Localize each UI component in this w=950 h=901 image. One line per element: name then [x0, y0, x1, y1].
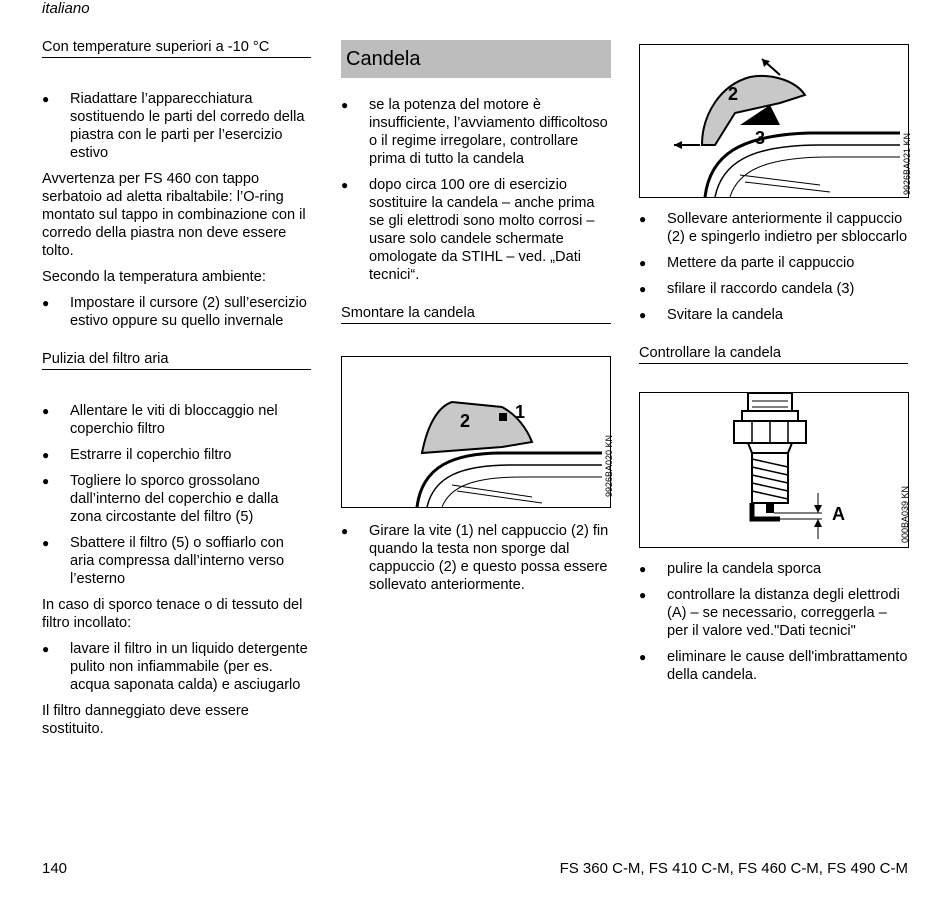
bullet-item: ● Sollevare anteriormente il cappuccio (2) e spingerlo indietro per sbloccarlo: [639, 210, 908, 246]
bullet-item: ● se la potenza del motore è insufficiente, l’avviamento difficoltoso o il regime irregolare, controllare prima di tutto la candela: [341, 96, 611, 168]
section-title-candela: Candela: [341, 40, 611, 78]
figure-remove-plug-cap: [341, 356, 614, 508]
lift-cap-illustration: [640, 45, 908, 197]
bullet-item: ● Impostare il cursore (2) sull’esercizio estivo oppure su quello invernale: [42, 294, 311, 330]
paragraph: In caso di sporco tenace o di tessuto del filtro incollato:: [42, 597, 303, 631]
bullet-item: ● Girare la vite (1) nel cappuccio (2) fin quando la testa non sporge dal cappuccio (2) e questo possa essere sollevato anteriormente.: [341, 522, 611, 594]
bullet-item: ● pulire la candela sporca: [639, 560, 908, 578]
bullet-item: ● controllare la distanza degli elettrodi (A) – se necessario, correggerla – per il valore ved."Dati tecnici": [639, 586, 908, 640]
bullet-item: ● sfilare il raccordo candela (3): [639, 280, 908, 298]
figure-code: 000BA039 KN: [900, 485, 910, 543]
figure-code: 9926BA021 KN: [902, 132, 912, 195]
bullet-item: ● dopo circa 100 ore di esercizio sostituire la candela – anche prima se gli elettrodi sono molto corrosi – usare solo candele schermate omologate da STIHL – ved. „Dati tecnici“.: [341, 176, 611, 284]
section-heading: Pulizia del filtro aria: [42, 350, 311, 370]
column-middle: [341, 38, 614, 602]
bullet-item: ● Togliere lo sporco grossolano dall’interno del coperchio e dalla zona circostante del filtro (5): [42, 472, 311, 526]
figure-label-1: 1: [515, 402, 526, 422]
bullet-item: ● Svitare la candela: [639, 306, 908, 324]
figure-label-3: 3: [755, 128, 766, 148]
bullet-item: ● Sbattere il filtro (5) o soffiarlo con aria compressa dall’interno verso l’esterno: [42, 534, 311, 588]
figure-lift-cap: [639, 44, 912, 198]
paragraph: Avvertenza per FS 460 con tappo serbatoio ad aletta ribaltabile: l’O-ring montato sul tappo in combinazione con il corredo della piastra non deve essere tolto.: [42, 171, 306, 259]
paragraph: Secondo la temperatura ambiente:: [42, 269, 266, 285]
bullet-item: ● Allentare le viti di bloccaggio nel coperchio filtro: [42, 402, 311, 438]
column-right: [639, 38, 912, 692]
bullet-item: ● Mettere da parte il cappuccio: [639, 254, 908, 272]
bullet-item: ● lavare il filtro in un liquido detergente pulito non infiammabile (per es. acqua saponata calda) e asciugarlo: [42, 640, 311, 694]
language-label: italiano: [42, 0, 90, 17]
page-number: 140: [42, 860, 68, 877]
bullet-item: ● eliminare le cause dell'imbrattamento della candela.: [639, 648, 908, 684]
figure-spark-plug: [639, 392, 909, 548]
plug-cap-illustration: [342, 357, 610, 507]
figure-label-2: 2: [728, 84, 739, 104]
figure-code: 9926BA020 KN: [604, 434, 614, 497]
spark-plug-illustration: [640, 393, 908, 547]
column-left: [42, 38, 311, 746]
section-heading: Con temperature superiori a -10 °C: [42, 38, 311, 58]
bullet-item: ● Estrarre il coperchio filtro: [42, 446, 311, 464]
paragraph: Il filtro danneggiato deve essere sostituito.: [42, 703, 249, 737]
section-heading: Controllare la candela: [639, 344, 908, 364]
model-list: FS 360 C-M, FS 410 C-M, FS 460 C-M, FS 490 C-M: [559, 860, 908, 877]
bullet-item: ● Riadattare l’apparecchiatura sostituendo le parti del corredo della piastra con le parti per l’esercizio estivo: [42, 90, 311, 162]
section-heading: Smontare la candela: [341, 304, 611, 324]
figure-label-2: 2: [460, 411, 471, 431]
figure-label-a: A: [832, 504, 845, 524]
